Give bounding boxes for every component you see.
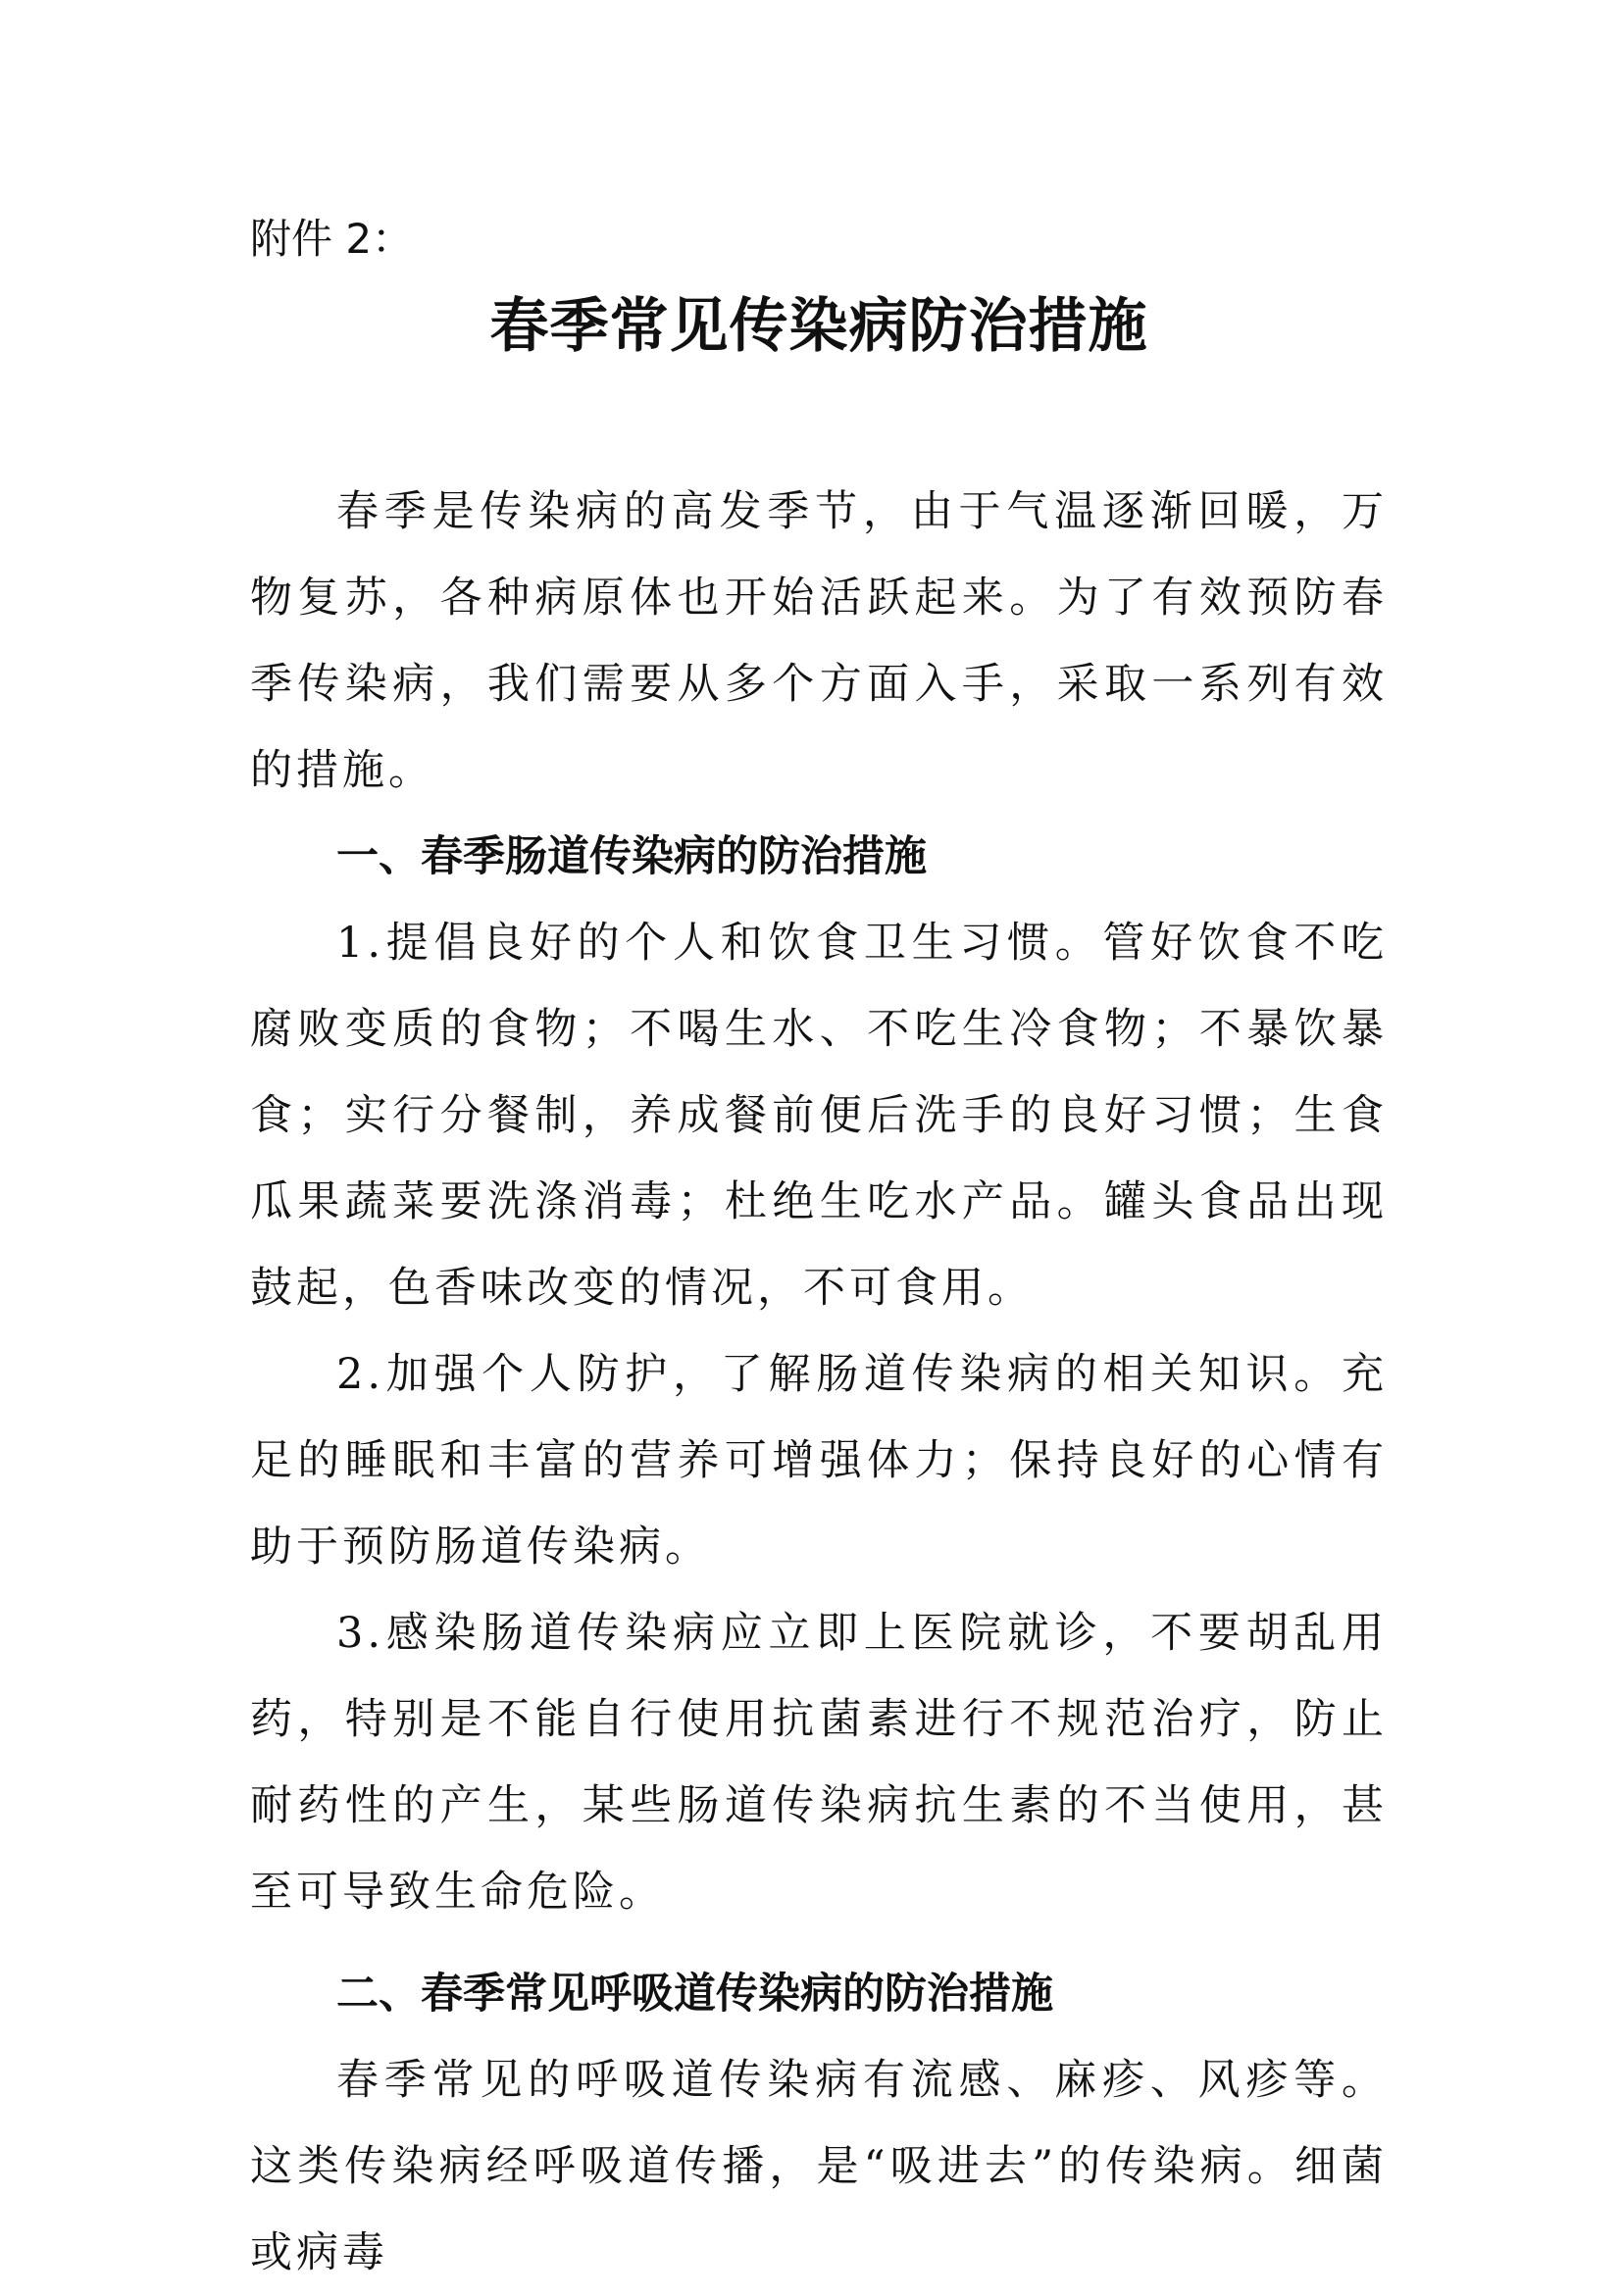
respiratory-paragraph: 春季常见的呼吸道传染病有流感、麻疹、风疹等。这类传染病经呼吸道传播，是“吸进去”的传染病。细菌或病毒: [250, 2056, 1388, 2277]
attachment-label: 附件 2：: [250, 215, 414, 263]
section-spacer: [250, 1935, 1388, 1951]
section-heading-respiratory: 二、春季常见呼吸道传染病的防治措施: [336, 1970, 1053, 2019]
section-heading-intestinal: 一、春季肠道传染病的防治措施: [336, 832, 927, 881]
document-body: [250, 196, 1388, 2296]
measure-item-1: 1.提倡良好的个人和饮食卫生习惯。管好饮食不吃腐败变质的食物；不喝生水、不吃生冷食物；不暴饮暴食；实行分餐制，养成餐前便后洗手的良好习惯；生食瓜果蔬菜要洗涤消毒；杜绝生吃水产品。罐头食品出现鼓起，色香味改变的情况，不可食用。: [250, 919, 1388, 1313]
intro-paragraph: 春季是传染病的高发季节，由于气温逐渐回暖，万物复苏，各种病原体也开始活跃起来。为了有效预防春季传染病，我们需要从多个方面入手，采取一系列有效的措施。: [250, 487, 1388, 795]
measure-item-2: 2.加强个人防护，了解肠道传染病的相关知识。充足的睡眠和丰富的营养可增强体力；保持良好的心情有助于预防肠道传染病。: [250, 1350, 1388, 1572]
document-title: 春季常见传染病防治措施: [489, 292, 1148, 361]
measure-item-3: 3.感染肠道传染病应立即上医院就诊，不要胡乱用药，特别是不能自行使用抗菌素进行不规范治疗，防止耐药性的产生，某些肠道传染病抗生素的不当使用，甚至可导致生命危险。: [250, 1609, 1388, 1917]
